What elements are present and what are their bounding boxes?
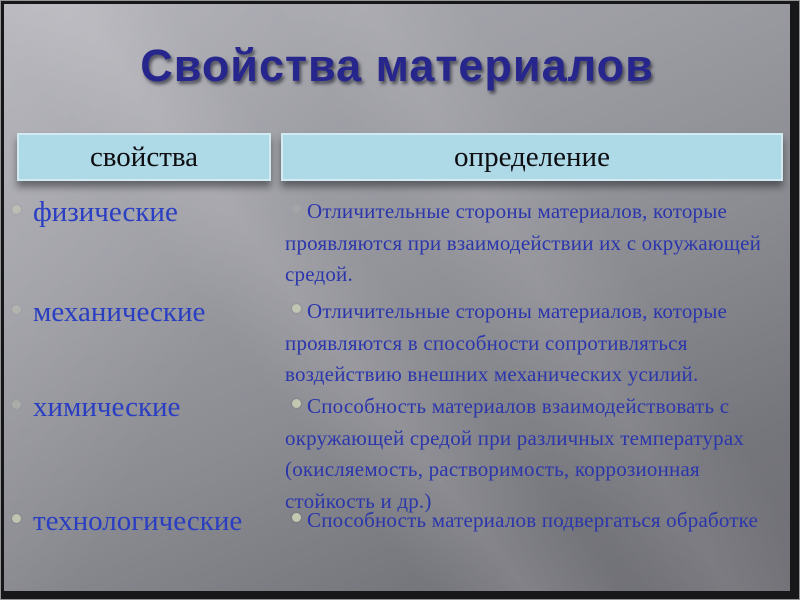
bullet-icon xyxy=(12,205,21,214)
definition-cell xyxy=(285,296,785,391)
bullet-icon xyxy=(292,204,301,213)
definition-text: Способность материалов взаимодействовать с окружающей средой при различных температурах (окисляемость, растворимость, коррозионная стойкость и др.) xyxy=(285,394,745,513)
bullet-icon xyxy=(292,304,301,313)
slide-title: Свойства материалов xyxy=(140,40,654,91)
definition-cell xyxy=(285,196,785,291)
bullet-icon xyxy=(292,399,301,408)
property-label: химические xyxy=(33,391,181,423)
column-header-definition xyxy=(281,133,783,181)
property-label: механические xyxy=(33,296,206,328)
slide-background xyxy=(4,4,790,591)
column-header-definition-label: определение xyxy=(454,140,610,173)
column-header-properties xyxy=(17,133,271,181)
property-label: технологические xyxy=(33,505,243,537)
definition-text: Отличительные стороны материалов, которые проявляются в способности сопротивляться воздействию внешних механических усилий. xyxy=(285,299,728,386)
bullet-icon xyxy=(292,513,301,522)
definition-text: Способность материалов подвергаться обработке xyxy=(307,508,759,532)
bullet-icon xyxy=(12,400,21,409)
bullet-icon xyxy=(12,514,21,523)
definition-text: Отличительные стороны материалов, которые проявляются при взаимодействии их с окружающей средой. xyxy=(285,199,762,286)
definition-cell xyxy=(285,505,785,537)
definition-cell xyxy=(285,391,785,517)
bullet-icon xyxy=(12,305,21,314)
column-header-properties-label: свойства xyxy=(89,140,199,173)
property-label: физические xyxy=(33,196,178,228)
